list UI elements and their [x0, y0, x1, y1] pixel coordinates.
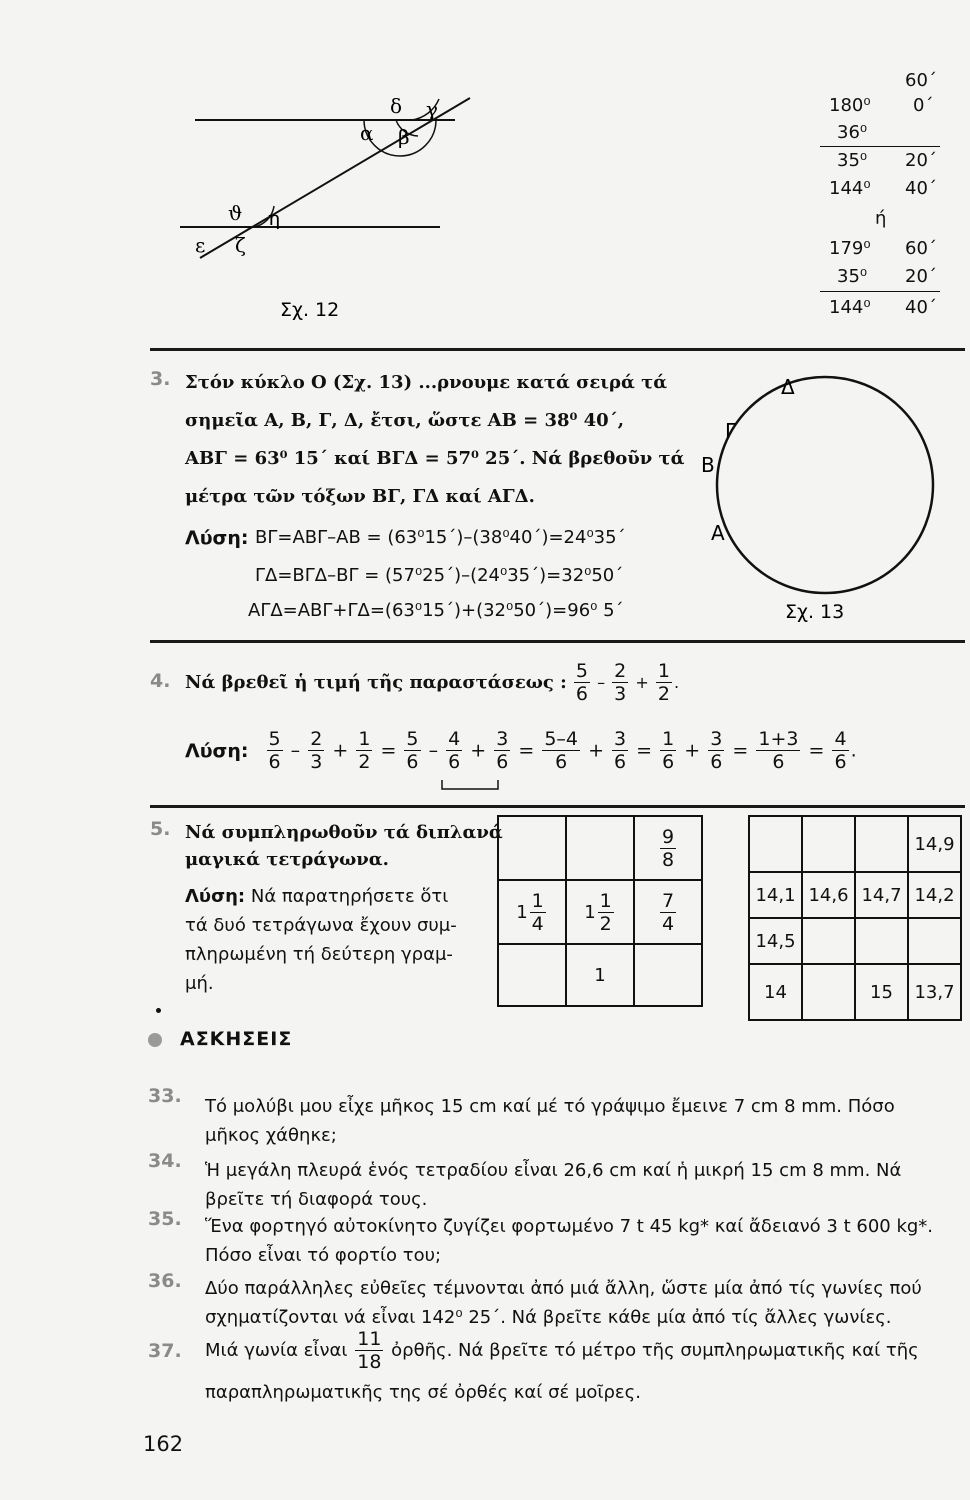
denominator: 4	[661, 912, 675, 935]
denominator: 6	[406, 751, 419, 773]
numerator: 5	[268, 728, 281, 750]
magic-cell	[498, 816, 566, 880]
magic-cell	[634, 944, 702, 1006]
magic-cell	[634, 816, 702, 880]
fig12-label-zeta: ζ	[235, 233, 246, 257]
denominator: 2	[657, 683, 670, 705]
numerator: 3	[710, 728, 723, 750]
calc-or: ή	[875, 208, 887, 229]
denominator: 6	[555, 751, 568, 773]
fraction	[356, 728, 372, 773]
denominator: 6	[448, 751, 461, 773]
figure-13	[695, 360, 965, 630]
calc-min: 20΄	[905, 266, 937, 287]
ex5-line2: μαγικά τετράγωνα.	[185, 849, 389, 870]
calc-deg: 144⁰	[829, 178, 871, 199]
numerator: 3	[496, 728, 509, 750]
fig13-label-gamma: Γ	[725, 419, 737, 443]
exercise-34-number: 34.	[148, 1150, 182, 1172]
ex5-solution-line4: μή.	[185, 973, 214, 994]
denominator: 3	[310, 751, 323, 773]
magic-cell	[566, 880, 634, 944]
ex4-solution-label: Λύση:	[185, 739, 249, 762]
denominator: 6	[834, 751, 847, 773]
calc-deg: 179⁰	[829, 238, 871, 259]
fraction	[612, 728, 628, 773]
whole-part: 1	[516, 901, 528, 923]
section-rule	[150, 640, 965, 643]
fig12-label-theta: ϑ	[228, 201, 243, 225]
numerator: 2	[614, 660, 627, 682]
fig13-label-delta: Δ	[781, 375, 795, 399]
ex3-line4: μέτρα τῶν τόξων ΒΓ, ΓΔ καί ΑΓΔ.	[185, 486, 535, 507]
ex5-line1: Νά συμπληρωθοῦν τά διπλανά	[185, 822, 503, 843]
magic-cell: 14,5	[749, 918, 802, 964]
exercise-35-number: 35.	[148, 1208, 182, 1230]
fraction	[308, 728, 324, 773]
exercise-36-text	[205, 1274, 922, 1332]
ex5-solution-label: Λύση:	[185, 886, 246, 907]
fraction	[446, 728, 462, 773]
numerator: 7	[661, 889, 675, 912]
exercise-line: Ἕνα φορτηγό αὐτοκίνητο ζυγίζει φορτωμένο 7 t 45 kg* καί ἄδειανό 3 t 600 kg*.	[205, 1216, 934, 1237]
calc-min: 20΄	[905, 150, 937, 171]
magic-cell: 14,1	[749, 872, 802, 918]
magic-cell: 14,6	[802, 872, 855, 918]
exercise-37-text	[205, 1328, 919, 1373]
fraction	[656, 660, 672, 705]
magic-cell: 1	[566, 944, 634, 1006]
fig12-caption: Σχ. 12	[280, 299, 340, 321]
calc-deg: 35⁰	[837, 150, 868, 171]
numerator: 1	[657, 660, 670, 682]
section-rule	[150, 805, 965, 808]
whole-part: 1	[584, 901, 596, 923]
ex3-line2: σημεῖα Α, Β, Γ, Δ, ἔτσι, ὥστε ΑΒ = 38⁰ 40΄,	[185, 410, 624, 431]
fig12-label-eta: η	[268, 206, 280, 230]
bullet-dot	[156, 1008, 161, 1013]
exercise-line: βρεῖτε τή διαφορά τους.	[205, 1189, 428, 1210]
ex3-line3: ΑΒΓ = 63⁰ 15΄ καί ΒΓΔ = 57⁰ 25΄. Νά βρεθοῦν τά	[185, 448, 685, 469]
ex4-number: 4.	[150, 670, 171, 692]
calc-min: 60΄	[905, 238, 937, 259]
numerator: 1	[531, 889, 544, 912]
exercise-line: Ἡ μεγάλη πλευρά ἑνός τετραδίου εἶναι 26,6 cm καί ἡ μικρή 15 cm 8 mm. Νά	[205, 1160, 902, 1181]
exercise-line: ὀρθῆς. Νά βρεῖτε τό μέτρο τῆς συμπληρωματικῆς καί τῆς	[391, 1340, 919, 1361]
figure-12	[150, 80, 480, 340]
magic-square-1	[497, 815, 703, 1007]
fraction	[355, 1328, 383, 1373]
fraction	[660, 728, 676, 773]
fig13-label-beta: Β	[701, 453, 715, 477]
calc-min: 0΄	[913, 95, 934, 116]
magic-cell: 14,7	[855, 872, 908, 918]
fig12-label-epsilon: ε	[195, 233, 206, 257]
magic-cell	[855, 816, 908, 872]
magic-cell	[802, 816, 855, 872]
denominator: 6	[662, 751, 675, 773]
numerator: 5–4	[544, 728, 579, 750]
numerator: 11	[357, 1328, 382, 1350]
magic-cell: 14	[749, 964, 802, 1020]
ex4-solution: Λύση: $\frac{5}{6}$ – $\frac{2}{3}$ + $\frac{1}{2}$ = $\frac{5}{6}$ – $\frac{4}{6}$ + $\frac{3}{6}$ = $\frac{5-4}{6}$ + $\frac{3}{6}$ = $\frac{1}{6}$ + $\frac{3}{6}$ = $\frac{1+3}{6}$ = $\frac{4}{6}$ .	[185, 728, 857, 773]
magic-cell: 14,9	[908, 816, 961, 872]
numerator: 2	[310, 728, 323, 750]
fig13-label-alpha: Α	[711, 521, 725, 545]
denominator: 6	[496, 751, 509, 773]
ex3-solution-line3: ΑΓΔ=ΑΒΓ+ΓΔ=(63⁰15΄)+(32⁰50΄)=96⁰ 5΄	[248, 600, 624, 621]
numerator: 4	[834, 728, 847, 750]
exercises-heading: ΑΣΚΗΣΕΙΣ	[180, 1028, 293, 1050]
exercise-line: Τό μολύβι μου εἶχε μῆκος 15 cm καί μέ τό γράψιμο ἔμεινε 7 cm 8 mm. Πόσο	[205, 1096, 895, 1117]
ex3-solution-label: Λύση:	[185, 527, 249, 549]
fraction	[708, 728, 724, 773]
fraction	[267, 728, 283, 773]
calc-deg: 180⁰	[829, 95, 871, 116]
ex3-solution-line1: ΒΓ=ΑΒΓ–ΑΒ = (63⁰15΄)–(38⁰40΄)=24⁰35΄	[255, 527, 626, 548]
magic-cell	[855, 918, 908, 964]
numerator: 1	[662, 728, 675, 750]
ex3-solution-line2: ΓΔ=ΒΓΔ–ΒΓ = (57⁰25΄)–(24⁰35΄)=32⁰50΄	[255, 565, 624, 586]
denominator: 4	[531, 912, 544, 935]
fraction	[530, 890, 546, 935]
exercise-line: Πόσο εἶναι τό φορτίο του;	[205, 1245, 442, 1266]
denominator: 3	[614, 683, 627, 705]
exercise-34-text	[205, 1156, 901, 1214]
fraction	[832, 728, 848, 773]
magic-cell	[802, 918, 855, 964]
denominator: 18	[357, 1351, 382, 1373]
ex5-solution-line2: τά δυό τετράγωνα ἔχουν συμ-	[185, 915, 457, 936]
ex5-solution-line1: Νά παρατηρήσετε ὅτι	[250, 886, 449, 907]
magic-cell	[749, 816, 802, 872]
fraction	[494, 728, 510, 773]
fig12-label-delta: δ	[390, 94, 403, 118]
fraction	[598, 890, 614, 935]
magic-cell	[634, 880, 702, 944]
ex5-number: 5.	[150, 818, 171, 840]
magic-square-2	[748, 815, 962, 1021]
denominator: 6	[268, 751, 281, 773]
fig12-label-beta: β	[398, 125, 410, 149]
denominator: 2	[358, 751, 371, 773]
calc-rule	[820, 291, 940, 292]
magic-cell	[498, 944, 566, 1006]
numerator: 1	[358, 728, 371, 750]
fraction	[756, 728, 800, 773]
ex4-question-text: Νά βρεθεῖ ἡ τιμή τῆς παραστάσεως :	[185, 672, 567, 693]
exercise-33-number: 33.	[148, 1085, 182, 1107]
exercise-37-number: 37.	[148, 1340, 182, 1362]
denominator: 6	[614, 751, 627, 773]
ex5-solution-line3: πληρωμένη τή δεύτερη γραμ-	[185, 944, 453, 965]
fraction	[574, 660, 590, 705]
calc-min: 40΄	[905, 297, 937, 318]
section-rule	[150, 348, 965, 351]
exercise-line: μῆκος χάθηκε;	[205, 1125, 337, 1146]
ex4-underbrace	[440, 778, 500, 792]
fraction	[660, 890, 676, 935]
page-number: 162	[143, 1432, 184, 1456]
calc-rule	[820, 146, 940, 147]
denominator: 6	[772, 751, 785, 773]
exercise-line: σχηματίζονται νά εἶναι 142⁰ 25΄. Νά βρεῖτε κάθε μία ἀπό τίς ἄλλες γωνίες.	[205, 1307, 892, 1328]
exercise-33-text	[205, 1092, 895, 1150]
calc-top-minute: 60΄	[905, 70, 937, 91]
numerator: 1+3	[758, 728, 799, 750]
magic-cell: 15	[855, 964, 908, 1020]
denominator: 8	[661, 848, 675, 871]
numerator: 1	[599, 889, 612, 912]
exercise-37-line2: παραπληρωματικῆς της σέ ὀρθές καί σέ μοῖρες.	[205, 1382, 641, 1403]
exercise-line: Δύο παράλληλες εὐθεῖες τέμνονται ἀπό μιά ἄλλη, ὥστε μία ἀπό τίς γωνίες πού	[205, 1278, 922, 1299]
fig12-label-gamma: γ	[426, 97, 438, 121]
magic-cell	[498, 880, 566, 944]
calc-deg: 144⁰	[829, 297, 871, 318]
exercise-36-number: 36.	[148, 1270, 182, 1292]
fraction	[404, 728, 420, 773]
exercises-bullet-icon	[148, 1033, 162, 1047]
calc-deg: 35⁰	[837, 266, 868, 287]
denominator: 2	[599, 912, 612, 935]
numerator: 4	[448, 728, 461, 750]
ex3-number: 3.	[150, 368, 171, 390]
denominator: 6	[710, 751, 723, 773]
exercise-35-text	[205, 1212, 933, 1270]
exercise-line: Μιά γωνία εἶναι	[205, 1340, 348, 1361]
numerator: 9	[661, 825, 675, 848]
fig13-caption: Σχ. 13	[785, 601, 845, 623]
ex3-line1: Στόν κύκλο Ο (Σχ. 13) ...ρνουμε κατά σειρά τά	[185, 372, 668, 393]
fig12-label-alpha: α	[360, 121, 374, 145]
calc-min: 40΄	[905, 178, 937, 199]
numerator: 3	[614, 728, 627, 750]
magic-cell	[908, 918, 961, 964]
magic-cell: 14,2	[908, 872, 961, 918]
ex5-solution	[185, 882, 457, 998]
magic-cell	[802, 964, 855, 1020]
magic-cell	[566, 816, 634, 880]
numerator: 5	[575, 660, 588, 682]
fraction	[660, 826, 676, 871]
calc-deg: 36⁰	[837, 122, 868, 143]
magic-cell: 13,7	[908, 964, 961, 1020]
fraction	[542, 728, 580, 773]
denominator: 6	[575, 683, 588, 705]
fraction	[612, 660, 628, 705]
ex4-question: Νά βρεθεῖ ἡ τιμή τῆς παραστάσεως : $\frac{5}{6}$ – $\frac{2}{3}$ + $\frac{1}{2}$ .	[185, 660, 680, 705]
numerator: 5	[406, 728, 419, 750]
